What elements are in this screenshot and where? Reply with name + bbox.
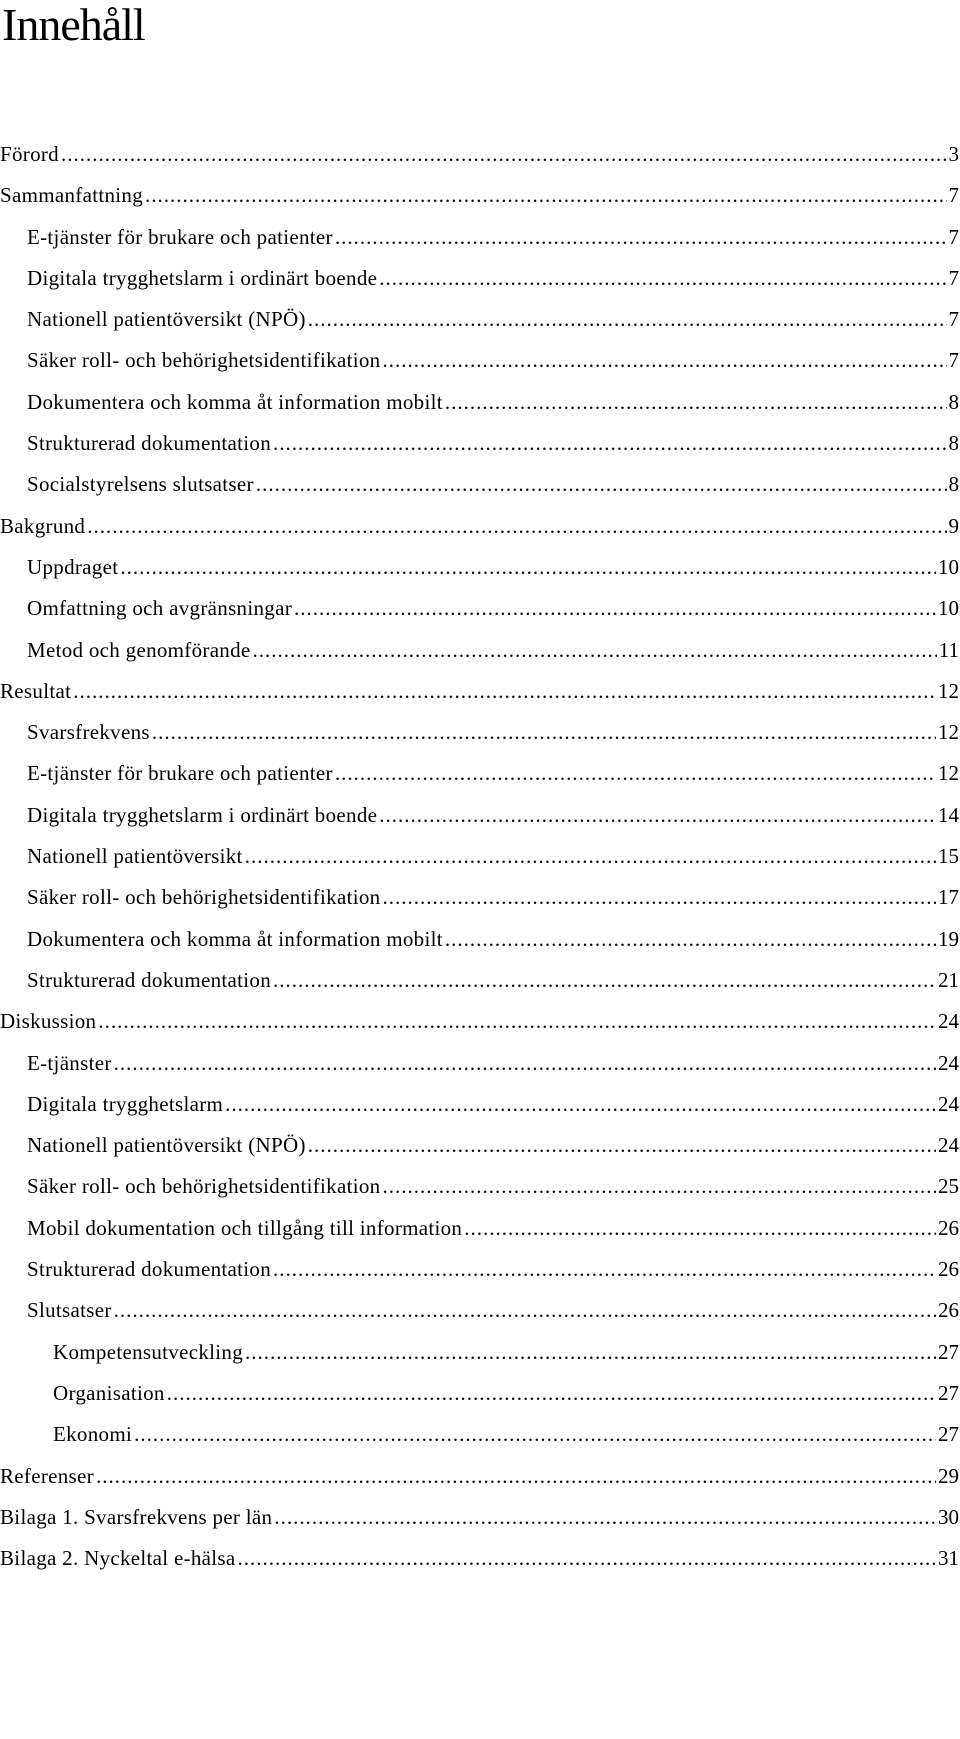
toc-entry[interactable]	[0, 1208, 960, 1249]
toc-entry-page-number: 25	[938, 1174, 959, 1199]
toc-entry[interactable]	[0, 547, 960, 588]
toc-entry[interactable]	[0, 919, 960, 960]
toc-entry-label: Organisation	[53, 1380, 165, 1405]
toc-dot-leader	[274, 1497, 936, 1538]
toc-entry-page-number: 15	[938, 844, 959, 869]
toc-entry-label: Dokumentera och komma åt information mobilt	[27, 926, 443, 951]
toc-entry-page-number: 7	[948, 224, 959, 249]
toc-entry-page-number: 29	[938, 1463, 959, 1488]
toc-dot-leader	[87, 506, 946, 547]
toc-entry[interactable]	[0, 1332, 960, 1373]
toc-entry[interactable]	[0, 299, 960, 340]
toc-dot-leader	[335, 753, 936, 794]
toc-entry-label: Digitala trygghetslarm i ordinärt boende	[27, 802, 378, 827]
toc-entry-page-number: 7	[948, 265, 959, 290]
toc-dot-leader	[382, 1166, 936, 1207]
toc-entry[interactable]	[0, 753, 960, 794]
toc-dot-leader	[273, 960, 936, 1001]
toc-dot-leader	[96, 1456, 936, 1497]
toc-entry[interactable]	[0, 1249, 960, 1290]
toc-entry-label: Bilaga 1. Svarsfrekvens per län	[0, 1504, 273, 1529]
toc-entry-page-number: 26	[938, 1257, 959, 1282]
toc-entry-label: Säker roll- och behörighetsidentifikation	[27, 348, 381, 373]
toc-dot-leader	[294, 588, 936, 629]
toc-entry-page-number: 8	[948, 431, 959, 456]
toc-entry-label: Kompetensutveckling	[53, 1339, 243, 1364]
toc-entry[interactable]	[0, 1084, 960, 1125]
toc-dot-leader	[445, 919, 936, 960]
toc-dot-leader	[382, 340, 946, 381]
toc-dot-leader	[308, 299, 947, 340]
toc-entry-label: Digitala trygghetslarm	[27, 1091, 224, 1116]
toc-entry-label: Socialstyrelsens slutsatser	[27, 472, 254, 497]
toc-entry[interactable]	[0, 1290, 960, 1331]
toc-entry-page-number: 31	[938, 1546, 959, 1571]
toc-entry-page-number: 12	[938, 720, 959, 745]
page-title: Innehåll	[2, 0, 145, 50]
toc-entry-label: Strukturerad dokumentation	[27, 967, 271, 992]
toc-dot-leader	[445, 382, 947, 423]
toc-entry-page-number: 3	[948, 142, 959, 166]
toc-entry-label: Referenser	[0, 1463, 94, 1488]
toc-entry-label: Nationell patientöversikt (NPÖ)	[27, 307, 306, 332]
toc-entry[interactable]	[0, 1166, 960, 1207]
toc-dot-leader	[114, 1290, 936, 1331]
toc-entry-page-number: 24	[938, 1050, 959, 1075]
toc-dot-leader	[379, 258, 946, 299]
toc-entry[interactable]	[0, 588, 960, 629]
toc-entry-page-number: 7	[948, 307, 959, 332]
toc-dot-leader	[379, 795, 936, 836]
toc-dot-leader	[152, 712, 936, 753]
toc-entry-page-number: 12	[938, 761, 959, 786]
table-of-contents	[0, 134, 960, 1579]
toc-entry-label: Omfattning och avgränsningar	[27, 596, 292, 621]
toc-entry-page-number: 21	[938, 967, 959, 992]
toc-dot-leader	[308, 1125, 936, 1166]
toc-entry[interactable]	[0, 1001, 960, 1042]
toc-entry[interactable]	[0, 671, 960, 712]
toc-entry-page-number: 8	[948, 472, 959, 497]
toc-entry[interactable]	[0, 506, 960, 547]
toc-entry[interactable]	[0, 134, 960, 175]
toc-entry[interactable]	[0, 1125, 960, 1166]
toc-dot-leader	[382, 877, 936, 918]
toc-entry[interactable]	[0, 1456, 960, 1497]
toc-dot-leader	[238, 1538, 936, 1579]
toc-entry-label: Bakgrund	[0, 513, 86, 538]
toc-entry-page-number: 9	[948, 513, 959, 538]
toc-dot-leader	[335, 217, 947, 258]
toc-entry-label: Dokumentera och komma åt information mobilt	[27, 389, 443, 414]
toc-entry-label: Nationell patientöversikt	[27, 844, 243, 869]
toc-entry[interactable]	[0, 630, 960, 671]
toc-entry-label: Säker roll- och behörighetsidentifikation	[27, 1174, 381, 1199]
toc-entry-page-number: 24	[938, 1133, 959, 1158]
toc-dot-leader	[114, 1043, 936, 1084]
toc-entry-label: Strukturerad dokumentation	[27, 431, 271, 456]
toc-entry-page-number: 27	[938, 1422, 959, 1447]
toc-entry-page-number: 26	[938, 1298, 959, 1323]
toc-entry-page-number: 14	[938, 802, 959, 827]
toc-entry[interactable]	[0, 340, 960, 381]
toc-entry-page-number: 26	[938, 1215, 959, 1240]
toc-entry-page-number: 24	[938, 1009, 959, 1034]
toc-entry-page-number: 11	[938, 637, 959, 662]
toc-entry[interactable]	[0, 1373, 960, 1414]
toc-entry-label: Bilaga 2. Nyckeltal e-hälsa	[0, 1546, 236, 1571]
toc-entry[interactable]	[0, 877, 960, 918]
toc-dot-leader	[120, 547, 936, 588]
toc-entry-label: Mobil dokumentation och tillgång till information	[27, 1215, 463, 1240]
toc-entry-page-number: 10	[938, 596, 959, 621]
toc-dot-leader	[253, 630, 937, 671]
toc-entry-label: Nationell patientöversikt (NPÖ)	[27, 1133, 306, 1158]
toc-entry-page-number: 12	[938, 678, 959, 703]
toc-dot-leader	[134, 1414, 936, 1455]
toc-entry-label: E-tjänster för brukare och patienter	[27, 761, 333, 786]
toc-entry[interactable]	[0, 1538, 960, 1579]
toc-entry[interactable]	[0, 712, 960, 753]
toc-dot-leader	[245, 1332, 936, 1373]
toc-dot-leader	[464, 1208, 936, 1249]
toc-entry-page-number: 19	[938, 926, 959, 951]
toc-entry-label: Uppdraget	[27, 554, 119, 579]
toc-dot-leader	[61, 134, 947, 175]
toc-entry[interactable]	[0, 836, 960, 877]
toc-entry[interactable]	[0, 1043, 960, 1084]
toc-entry[interactable]	[0, 423, 960, 464]
toc-entry-label: Slutsatser	[27, 1298, 112, 1323]
toc-entry-label: Strukturerad dokumentation	[27, 1257, 271, 1282]
toc-entry-page-number: 27	[938, 1339, 959, 1364]
toc-dot-leader	[98, 1001, 936, 1042]
toc-entry-label: Förord	[0, 142, 59, 166]
toc-entry[interactable]	[0, 217, 960, 258]
toc-entry-page-number: 7	[948, 348, 959, 373]
toc-dot-leader	[273, 423, 947, 464]
toc-dot-leader	[73, 671, 936, 712]
toc-entry-page-number: 30	[938, 1504, 959, 1529]
toc-entry-label: Svarsfrekvens	[27, 720, 150, 745]
toc-dot-leader	[273, 1249, 936, 1290]
toc-entry-label: E-tjänster	[27, 1050, 112, 1075]
toc-entry-page-number: 7	[948, 183, 959, 208]
toc-entry[interactable]	[0, 960, 960, 1001]
toc-entry-label: Säker roll- och behörighetsidentifikation	[27, 885, 381, 910]
toc-entry-page-number: 10	[938, 554, 959, 579]
toc-dot-leader	[167, 1373, 936, 1414]
toc-entry[interactable]	[0, 464, 960, 505]
toc-entry[interactable]	[0, 795, 960, 836]
toc-dot-leader	[245, 836, 936, 877]
toc-entry-label: Ekonomi	[53, 1422, 133, 1447]
toc-entry[interactable]	[0, 258, 960, 299]
toc-entry-label: Sammanfattning	[0, 183, 144, 208]
toc-entry-page-number: 27	[938, 1380, 959, 1405]
toc-dot-leader	[256, 464, 947, 505]
toc-entry-label: Resultat	[0, 678, 72, 703]
toc-entry[interactable]	[0, 1414, 960, 1455]
toc-dot-leader	[145, 175, 946, 216]
toc-entry-page-number: 24	[938, 1091, 959, 1116]
toc-entry-page-number: 17	[938, 885, 959, 910]
toc-dot-leader	[225, 1084, 936, 1125]
toc-entry[interactable]	[0, 175, 960, 216]
toc-entry-label: Diskussion	[0, 1009, 97, 1034]
toc-entry-label: Metod och genomförande	[27, 637, 251, 662]
toc-entry[interactable]	[0, 1497, 960, 1538]
toc-entry-page-number: 8	[948, 389, 959, 414]
toc-entry-label: Digitala trygghetslarm i ordinärt boende	[27, 265, 378, 290]
toc-entry[interactable]	[0, 382, 960, 423]
toc-entry-label: E-tjänster för brukare och patienter	[27, 224, 333, 249]
